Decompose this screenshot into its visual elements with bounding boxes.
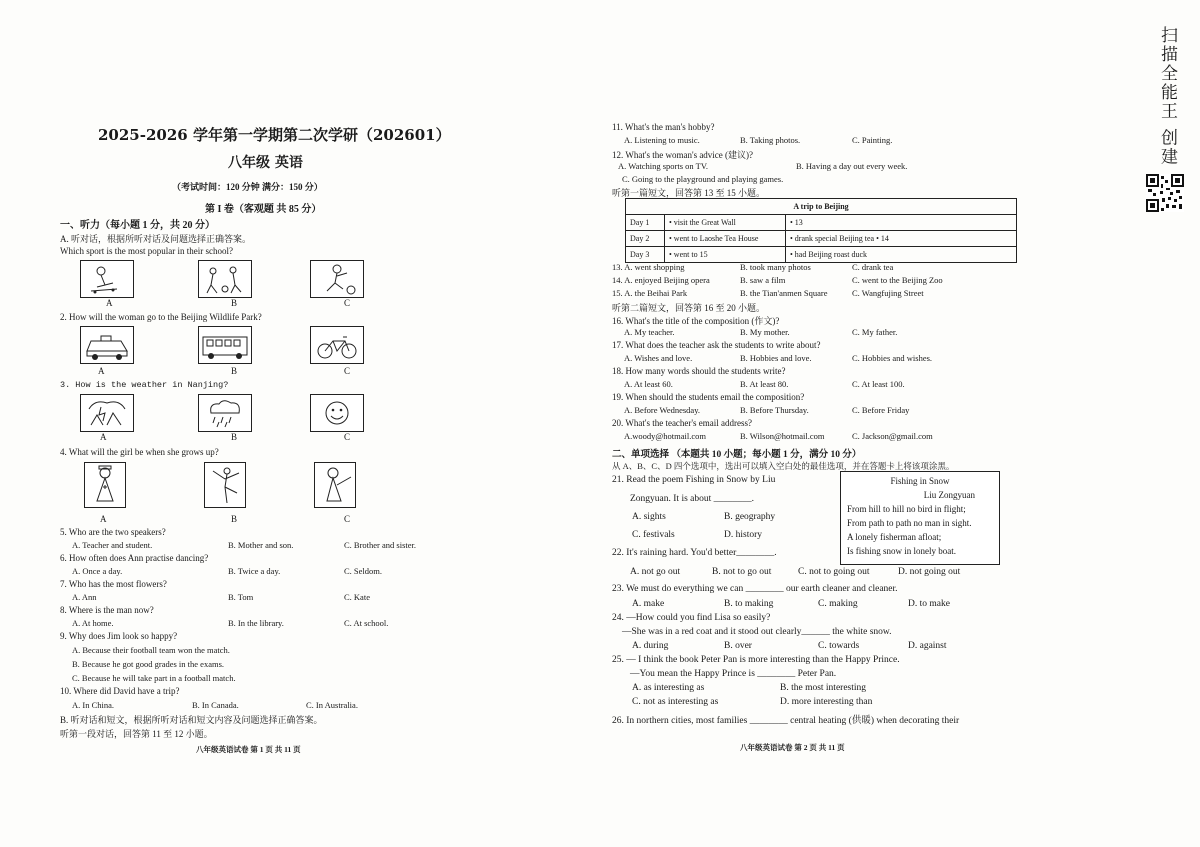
question-9: 9. Why does Jim look so happy?: [60, 631, 178, 641]
q4-label-c: C: [344, 514, 351, 524]
table-cell: • went to Laoshe Tea House: [665, 231, 786, 247]
part-title: 第 I 卷（客观题 共 85 分）: [205, 204, 322, 215]
q19-option-a: A. Before Wednesday.: [624, 405, 701, 415]
q24-option-a: A. during: [632, 641, 669, 651]
table-row: [626, 231, 1017, 247]
question-22: 22. It's raining hard. You'd better________.: [612, 548, 777, 558]
poem-line: From path to path no man in sight.: [847, 518, 972, 528]
question-6: 6. How often does Ann practise dancing?: [60, 553, 209, 563]
q16-option-a: A. My teacher.: [624, 327, 675, 337]
question-4: 4. What will the girl be when she grows up?: [60, 447, 219, 457]
poem-box: [840, 471, 1000, 565]
q20-option-b: B. Wilson@hotmail.com: [740, 431, 825, 441]
q18-option-a: A. At least 60.: [624, 379, 673, 389]
q22-option-d: D. not going out: [898, 567, 961, 577]
q24-option-b: B. over: [724, 641, 752, 651]
question-24: 24. —How could you find Lisa so easily?: [612, 613, 771, 623]
trip-table-title: A trip to Beijing: [626, 199, 1017, 215]
q12-option-b: B. Having a day out every week.: [796, 161, 908, 171]
table-cell-day: Day 1: [626, 215, 665, 231]
q15-option-a: 15. A. the Beihai Park: [612, 288, 688, 298]
q11-option-a: A. Listening to music.: [624, 135, 700, 145]
question-16: 16. What's the title of the composition (作文)?: [612, 316, 780, 326]
q7-option-b: B. Tom: [228, 592, 254, 602]
q21-option-c: C. festivals: [632, 530, 675, 540]
q20-option-a: A.woody@hotmail.com: [624, 431, 706, 441]
section-multiple-choice-heading: 二、单项选择 （本题共 10 小题；每小题 1 分，满分 10 分）: [612, 450, 862, 460]
q14-option-a: 14. A. enjoyed Beijing opera: [612, 275, 710, 285]
q9-option-a: A. Because their football team won the match.: [72, 645, 230, 655]
exam-info: （考试时间：120 分钟 满分：150 分）: [172, 182, 323, 192]
listening-passage-1-instruction: 听第一篇短文，回答第 13 至 15 小题。: [612, 188, 766, 198]
section-b-instruction: B. 听对话和短文，根据所听对话和短文内容及问题选择正确答案。: [60, 715, 323, 725]
q6-option-c: C. Seldom.: [344, 566, 383, 576]
q7-option-a: A. Ann: [72, 592, 97, 602]
q9-option-c: C. Because he will take part in a football match.: [72, 673, 236, 683]
q25-option-d: D. more interesting than: [780, 697, 873, 707]
question-26: 26. In northern cities, most families ________ central heating (供暖) when decorating their: [612, 716, 960, 726]
q14-option-b: B. saw a film: [740, 275, 786, 285]
q2-label-c: C: [344, 366, 351, 376]
table-cell-day: Day 3: [626, 247, 665, 263]
q7-option-c: C. Kate: [344, 592, 370, 602]
question-1: Which sport is the most popular in their school?: [60, 246, 233, 256]
q22-option-c: C. not to going out: [798, 567, 870, 577]
question-11: 11. What's the man's hobby?: [612, 122, 715, 132]
table-cell: • went to 15: [665, 247, 786, 263]
q19-option-c: C. Before Friday: [852, 405, 910, 415]
question-17: 17. What does the teacher ask the students to write about?: [612, 340, 821, 350]
section-a-instruction: A. 听对话，根据所听对话及问题选择正确答案。: [60, 234, 252, 244]
q6-option-b: B. Twice a day.: [228, 566, 281, 576]
q14-option-c: C. went to the Beijing Zoo: [852, 275, 943, 285]
q24-option-c: C. towards: [818, 641, 860, 651]
q21-option-a: A. sights: [632, 512, 666, 522]
question-2: 2. How will the woman go to the Beijing Wildlife Park?: [60, 312, 262, 322]
qr-code-icon: [1146, 174, 1184, 212]
q4-label-a: A: [100, 514, 107, 524]
q2-label-a: A: [98, 366, 105, 376]
q3-label-b: B: [231, 432, 238, 442]
table-cell-day: Day 2: [626, 231, 665, 247]
q2-label-b: B: [231, 366, 238, 376]
q17-option-c: C. Hobbies and wishes.: [852, 353, 933, 363]
q1-label-a: A: [106, 298, 113, 308]
poem-title: Fishing in Snow: [890, 476, 950, 486]
question-21-cont: Zongyuan. It is about ________.: [630, 494, 755, 504]
question-7: 7. Who has the most flowers?: [60, 579, 167, 589]
q18-option-c: C. At least 100.: [852, 379, 905, 389]
q23-option-b: B. to making: [724, 599, 774, 609]
q9-option-b: B. Because he got good grades in the exams.: [72, 659, 225, 669]
question-5: 5. Who are the two speakers?: [60, 527, 166, 537]
table-cell: • had Beijing roast duck: [786, 247, 1017, 263]
q1-label-c: C: [344, 298, 351, 308]
q16-option-b: B. My mother.: [740, 327, 790, 337]
q24-option-d: D. against: [908, 641, 947, 651]
q23-option-a: A. make: [632, 599, 665, 609]
q11-option-b: B. Taking photos.: [740, 135, 801, 145]
poem-line: A lonely fisherman afloat;: [847, 532, 942, 542]
page-2-footer: 八年级英语试卷 第 2 页 共 11 页: [740, 743, 845, 752]
table-cell: • 13: [786, 215, 1017, 231]
q12-option-a: A. Watching sports on TV.: [618, 161, 708, 171]
q13-option-b: B. took many photos: [740, 262, 811, 272]
table-row: [626, 247, 1017, 263]
section-listening-heading: 一、听力（每小题 1 分，共 20 分）: [60, 220, 215, 231]
q12-option-c: C. Going to the playground and playing games.: [622, 174, 784, 184]
q8-option-a: A. At home.: [72, 618, 114, 628]
q3-label-c: C: [344, 432, 351, 442]
listening-passage-2-instruction: 听第二篇短文，回答第 16 至 20 小题。: [612, 303, 766, 313]
q10-option-c: C. In Australia.: [306, 700, 358, 710]
page-1-footer: 八年级英语试卷 第 1 页 共 11 页: [196, 745, 301, 754]
q21-option-d: D. history: [724, 530, 762, 540]
q10-option-a: A. In China.: [72, 700, 115, 710]
question-10: 10. Where did David have a trip?: [60, 686, 180, 696]
q11-option-c: C. Painting.: [852, 135, 893, 145]
q22-option-a: A. not go out: [630, 567, 681, 577]
q13-option-c: C. drank tea: [852, 262, 894, 272]
question-25: 25. — I think the book Peter Pan is more interesting than the Happy Prince.: [612, 655, 900, 665]
scanner-watermark-text: 扫描全能王 创建: [1157, 26, 1177, 167]
question-25-cont: —You mean the Happy Prince is ________ Peter Pan.: [630, 669, 837, 679]
question-23: 23. We must do everything we can ________ our earth cleaner and cleaner.: [612, 584, 898, 594]
q19-option-b: B. Before Thursday.: [740, 405, 809, 415]
table-row: [626, 215, 1017, 231]
q5-option-a: A. Teacher and student.: [72, 540, 153, 550]
poem-line: From hill to hill no bird in flight;: [847, 504, 966, 514]
q8-option-c: C. At school.: [344, 618, 389, 628]
poem-line: Is fishing snow in lonely boat.: [847, 546, 956, 556]
section-2-instruction: 从 A、B、C、D 四个选项中，选出可以填入空白处的最佳选项，并在答题卡上将该项涂黑。: [612, 461, 955, 471]
q8-option-b: B. In the library.: [228, 618, 284, 628]
q22-option-b: B. not to go out: [712, 567, 772, 577]
q15-option-c: C. Wangfujing Street: [852, 288, 924, 298]
exam-title: 2025-2026 学年第一学期第二次学研（202601）: [98, 126, 451, 144]
q10-option-b: B. In Canada.: [192, 700, 239, 710]
q5-option-c: C. Brother and sister.: [344, 540, 417, 550]
table-cell: • drank special Beijing tea • 14: [786, 231, 1017, 247]
listening-dialogue-1-instruction: 听第一段对话，回答第 11 至 12 小题。: [60, 729, 213, 739]
q5-option-b: B. Mother and son.: [228, 540, 294, 550]
q4-label-b: B: [231, 514, 238, 524]
q20-option-c: C. Jackson@gmail.com: [852, 431, 933, 441]
table-cell: • visit the Great Wall: [665, 215, 786, 231]
q25-option-a: A. as interesting as: [632, 683, 705, 693]
q17-option-b: B. Hobbies and love.: [740, 353, 812, 363]
question-20: 20. What's the teacher's email address?: [612, 418, 753, 428]
question-8: 8. Where is the man now?: [60, 605, 154, 615]
q1-label-b: B: [231, 298, 238, 308]
q17-option-a: A. Wishes and love.: [624, 353, 693, 363]
poem-author: Liu Zongyuan: [923, 490, 975, 500]
q25-option-c: C. not as interesting as: [632, 697, 719, 707]
q18-option-b: B. At least 80.: [740, 379, 789, 389]
question-12: 12. What's the woman's advice (建议)?: [612, 150, 754, 160]
q13-option-a: 13. A. went shopping: [612, 262, 685, 272]
q6-option-a: A. Once a day.: [72, 566, 123, 576]
q15-option-b: B. the Tian'anmen Square: [740, 288, 828, 298]
question-24-cont: —She was in a red coat and it stood out clearly______ the white snow.: [622, 627, 892, 637]
q16-option-c: C. My father.: [852, 327, 898, 337]
q23-option-d: D. to make: [908, 599, 950, 609]
question-19: 19. When should the students email the composition?: [612, 392, 805, 402]
grade-subject: 八年级 英语: [228, 155, 303, 171]
q25-option-b: B. the most interesting: [780, 683, 867, 693]
q23-option-c: C. making: [818, 599, 858, 609]
question-18: 18. How many words should the students write?: [612, 366, 786, 376]
question-3: 3. How is the weather in Nanjing?: [60, 380, 229, 390]
q3-label-a: A: [100, 432, 107, 442]
question-21: 21. Read the poem Fishing in Snow by Liu: [612, 475, 776, 485]
trip-table: [625, 198, 1017, 263]
q21-option-b: B. geography: [724, 512, 776, 522]
